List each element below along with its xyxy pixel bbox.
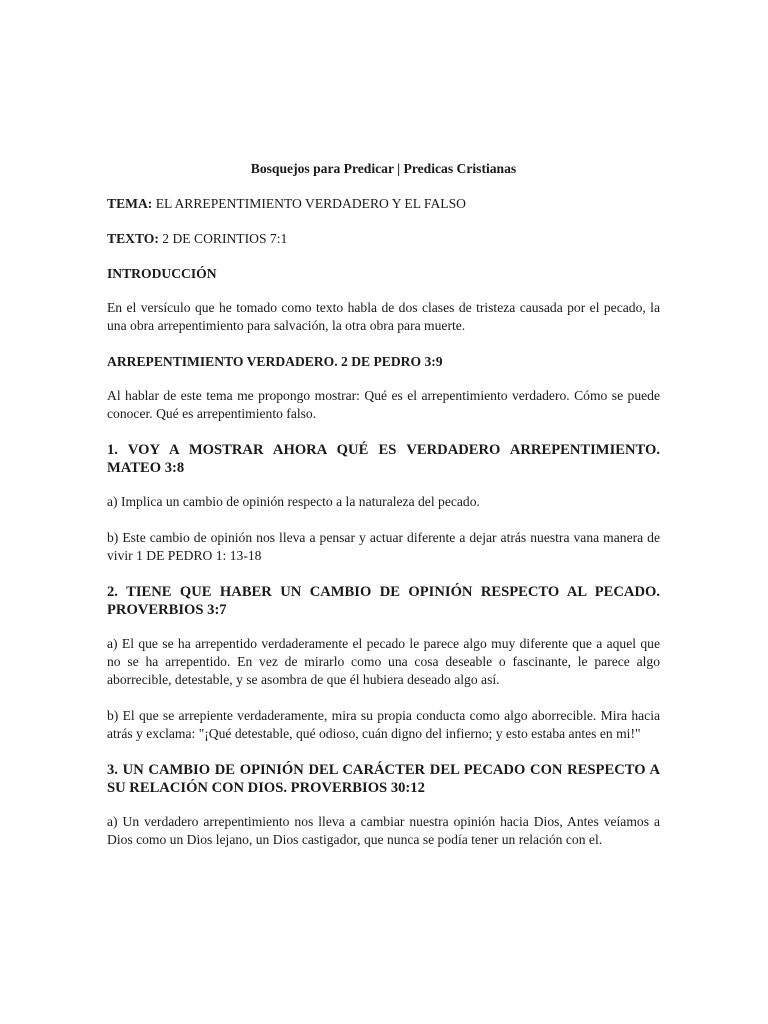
tema-label: TEMA: xyxy=(107,196,153,211)
tema-line xyxy=(107,195,660,213)
section-heading-introduccion: INTRODUCCIÓN xyxy=(107,266,217,281)
section-paragraph: b) Este cambio de opinión nos lleva a pensar y actuar diferente a dejar atrás nuestra vana manera de vivir 1 DE PEDRO 1: 13-18 xyxy=(107,530,660,563)
section-heading-point-3: 3. UN CAMBIO DE OPINIÓN DEL CARÁCTER DEL PECADO CON RESPECTO A SU RELACIÓN CON DIOS. PROVERBIOS 30:12 xyxy=(107,762,660,796)
section-paragraph: a) Un verdadero arrepentimiento nos lleva a cambiar nuestra opinión hacia Dios, Antes veíamos a Dios como un Dios lejano, un Dios castigador, que nunca se podía tener un relación con el. xyxy=(107,814,660,847)
section-heading-arrepentimiento-verdadero: ARREPENTIMIENTO VERDADERO. 2 DE PEDRO 3:9 xyxy=(107,354,443,369)
section-paragraph: En el versículo que he tomado como texto habla de dos clases de tristeza causada por el pecado, la una obra arrepentimiento para salvación, la otra obra para muerte. xyxy=(107,300,660,333)
section-heading-point-2: 2. TIENE QUE HABER UN CAMBIO DE OPINIÓN RESPECTO AL PECADO. PROVERBIOS 3:7 xyxy=(107,584,660,618)
section-paragraph: a) El que se ha arrepentido verdaderamente el pecado le parece algo muy diferente que a aquel que no se ha arrepentido. En vez de mirarlo como una cosa deseable o fascinante, le parece algo aborrecible, detestable, y se asombra de que él hubiera deseado algo así. xyxy=(107,636,660,687)
section-paragraph: a) Implica un cambio de opinión respecto a la naturaleza del pecado. xyxy=(107,494,480,509)
texto-value: 2 DE CORINTIOS 7:1 xyxy=(162,231,288,246)
document-page xyxy=(107,160,660,867)
section-paragraph: b) El que se arrepiente verdaderamente, mira su propia conducta como algo aborrecible. Mira hacia atrás y exclama: "¡Qué detestable, qué odioso, cuán digno del infierno; y esto estaba antes en mi!" xyxy=(107,708,660,741)
texto-label: TEXTO: xyxy=(107,231,159,246)
section-paragraph: Al hablar de este tema me propongo mostrar: Qué es el arrepentimiento verdadero. Cómo se puede conocer. Qué es arrepentimiento falso. xyxy=(107,388,660,421)
texto-line xyxy=(107,230,660,248)
tema-value: EL ARREPENTIMIENTO VERDADERO Y EL FALSO xyxy=(155,196,466,211)
section-heading-point-1: 1. VOY A MOSTRAR AHORA QUÉ ES VERDADERO ARREPENTIMIENTO. MATEO 3:8 xyxy=(107,442,660,476)
document-title: Bosquejos para Predicar | Predicas Cristianas xyxy=(250,161,517,176)
